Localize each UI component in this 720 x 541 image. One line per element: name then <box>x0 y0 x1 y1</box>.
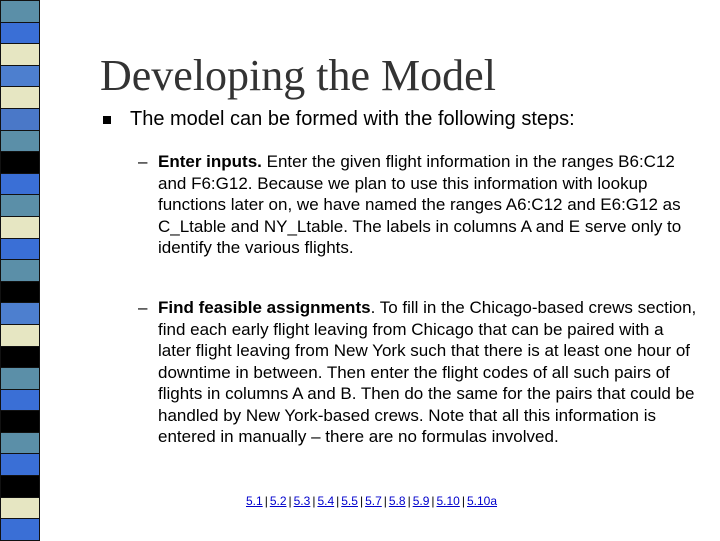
stripe-block <box>0 216 40 239</box>
link-separator: | <box>312 494 316 508</box>
stripe-block <box>0 259 40 282</box>
link-separator: | <box>264 494 268 508</box>
slide-link-5-9[interactable]: 5.9 <box>412 494 430 508</box>
stripe-block <box>0 389 40 412</box>
stripe-block <box>0 475 40 498</box>
stripe-block <box>0 130 40 153</box>
slide-navigation-links <box>246 494 497 508</box>
link-separator: | <box>407 494 411 508</box>
link-separator: | <box>431 494 435 508</box>
slide-title: Developing the Model <box>100 51 496 100</box>
sub-bullet-heading: Enter inputs. <box>158 152 262 171</box>
stripe-block <box>0 302 40 325</box>
stripe-block <box>0 173 40 196</box>
main-bullet-text: The model can be formed with the following steps: <box>130 108 575 130</box>
stripe-block <box>0 281 40 304</box>
stripe-block <box>0 86 40 109</box>
slide-link-5-10[interactable]: 5.10 <box>436 494 460 508</box>
stripe-block <box>0 367 40 390</box>
slide-link-5-5[interactable]: 5.5 <box>341 494 358 508</box>
slide-link-5-10a[interactable]: 5.10a <box>466 494 498 508</box>
stripe-block <box>0 238 40 261</box>
sub-bullet-text: Enter the given flight information in the ranges B6:C12 and F6:G12. Because we plan to use this information with lookup functions later on, we have named the ranges A6:C12 and E6:G12 as C_Ltable and NY_Ltable. The labels in columns A and E serve only to identify the various flights. <box>158 152 682 257</box>
sub-bullet-heading: Find feasible assignments <box>158 298 371 317</box>
stripe-block <box>0 108 40 131</box>
stripe-block <box>0 432 40 455</box>
sub-bullet-text: . To fill in the Chicago-based crews section, find each early flight leaving from Chicago that can be paired with a later flight leaving from New York such that there is at least one hour of downtime in between. Then enter the flight codes of all such pairs of flights in columns A and B. Then do the same for the pairs that could be handled by New York-based crews. Note that all this information is entered in manually – there are no formulas involved. <box>158 298 697 446</box>
link-separator: | <box>383 494 387 508</box>
slide-link-5-2[interactable]: 5.2 <box>269 494 287 508</box>
decorative-stripe <box>0 0 40 540</box>
stripe-block <box>0 194 40 217</box>
sub-bullet-find-assignments <box>138 297 698 448</box>
stripe-block <box>0 518 40 541</box>
stripe-block <box>0 65 40 88</box>
link-separator: | <box>461 494 465 508</box>
dash-marker: – <box>138 298 148 317</box>
slide-link-5-3[interactable]: 5.3 <box>293 494 311 508</box>
link-separator: | <box>336 494 340 508</box>
stripe-block <box>0 151 40 174</box>
link-separator: | <box>359 494 364 508</box>
stripe-block <box>0 324 40 347</box>
stripe-block <box>0 410 40 433</box>
slide-link-5-7[interactable]: 5.7 <box>365 494 382 508</box>
stripe-block <box>0 0 40 23</box>
slide-link-5-8[interactable]: 5.8 <box>388 494 406 508</box>
slide-link-5-4[interactable]: 5.4 <box>317 494 335 508</box>
stripe-block <box>0 453 40 476</box>
stripe-block <box>0 346 40 369</box>
link-separator: | <box>288 494 292 508</box>
bullet-square-icon <box>103 116 111 124</box>
stripe-block <box>0 22 40 45</box>
dash-marker: – <box>138 152 148 171</box>
sub-bullet-body <box>158 151 698 259</box>
sub-bullet-enter-inputs <box>138 151 698 259</box>
slide-link-5-1[interactable]: 5.1 <box>246 494 263 508</box>
stripe-block <box>0 43 40 66</box>
stripe-block <box>0 497 40 520</box>
sub-bullet-body <box>158 297 698 448</box>
